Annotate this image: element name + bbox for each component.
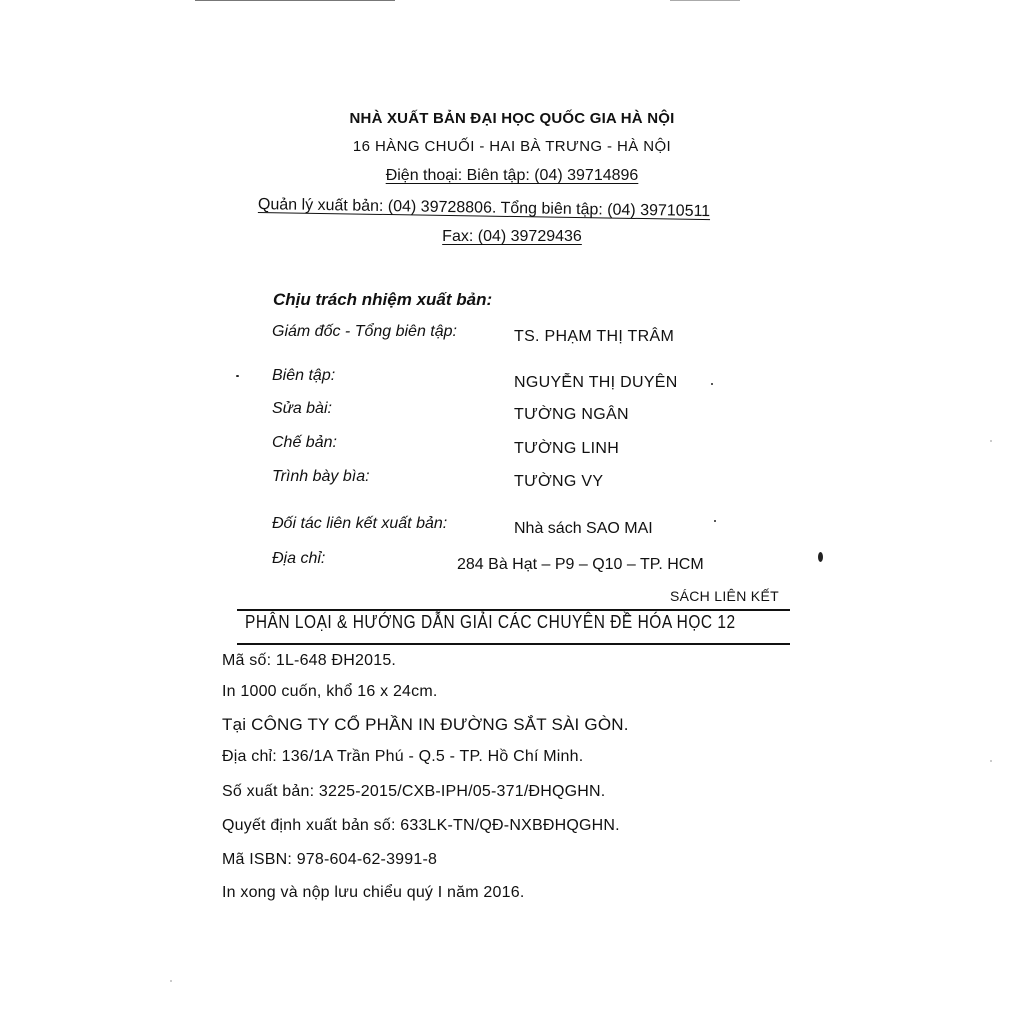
publisher-address: 16 HÀNG CHUỐI - HAI BÀ TRƯNG - HÀ NỘI <box>352 138 672 155</box>
director-value: TS. PHẠM THỊ TRÂM <box>514 328 675 345</box>
isbn: Mã ISBN: 978-604-62-3991-8 <box>222 851 438 868</box>
printer-address: Địa chỉ: 136/1A Trần Phú - Q.5 - TP. Hồ Chí Minh. <box>222 748 584 765</box>
publishing-decision: Quyết định xuất bản số: 633LK-TN/QĐ-NXBĐHQGHN. <box>222 817 620 834</box>
publisher-fax: Fax: (04) 39729436 <box>442 228 582 245</box>
print-quantity: In 1000 cuốn, khổ 16 x 24cm. <box>222 683 438 700</box>
partner-address-value: 284 Bà Hạt – P9 – Q10 – TP. HCM <box>457 556 704 573</box>
publisher-phone: Điện thoại: Biên tập: (04) 39714896 <box>385 167 639 184</box>
director-label: Giám đốc - Tổng biên tập: <box>272 323 457 340</box>
proofreading-value: TƯỜNG NGÂN <box>514 406 629 423</box>
ink-speck <box>236 375 239 377</box>
book-series: SÁCH LIÊN KẾT <box>670 588 779 604</box>
scan-dot <box>990 760 992 762</box>
partner-address-label: Địa chỉ: <box>272 550 326 567</box>
publisher-management-phone: Quản lý xuất bản: (04) 39728806. Tổng biên tập: (04) 39710511 <box>257 196 711 221</box>
title-bottom-rule <box>237 643 790 645</box>
typesetting-label: Chế bản: <box>272 434 337 451</box>
book-title: PHÂN LOẠI & HƯỚNG DẪN GIẢI CÁC CHUYÊN ĐỀ HÓA HỌC 12 <box>245 612 736 632</box>
cover-design-label: Trình bày bìa: <box>272 468 370 485</box>
ink-speck <box>818 552 823 562</box>
editor-label: Biên tập: <box>272 367 336 384</box>
ink-speck <box>711 383 713 385</box>
legal-deposit: In xong và nộp lưu chiểu quý I năm 2016. <box>222 884 525 901</box>
partner-label: Đối tác liên kết xuất bản: <box>272 515 448 532</box>
cover-design-value: TƯỜNG VY <box>514 473 604 490</box>
title-top-rule <box>237 609 790 611</box>
scan-edge-line <box>195 0 395 1</box>
ink-speck <box>714 520 716 522</box>
scan-dot <box>170 980 172 982</box>
editor-value: NGUYỄN THỊ DUYÊN <box>514 374 678 391</box>
publisher-name: NHÀ XUẤT BẢN ĐẠI HỌC QUỐC GIA HÀ NỘI <box>349 110 675 127</box>
scan-dot <box>990 440 992 442</box>
book-code: Mã số: 1L-648 ĐH2015. <box>222 652 397 669</box>
typesetting-value: TƯỜNG LINH <box>514 440 620 457</box>
partner-value: Nhà sách SAO MAI <box>514 520 653 537</box>
proofreading-label: Sửa bài: <box>272 400 332 417</box>
publication-registration: Số xuất bản: 3225-2015/CXB-IPH/05-371/ĐHQGHN. <box>222 783 606 800</box>
printer-name: Tại CÔNG TY CỔ PHẦN IN ĐƯỜNG SẮT SÀI GÒN. <box>222 715 629 734</box>
responsibility-heading: Chịu trách nhiệm xuất bản: <box>273 290 493 309</box>
scan-edge-line <box>670 0 740 1</box>
